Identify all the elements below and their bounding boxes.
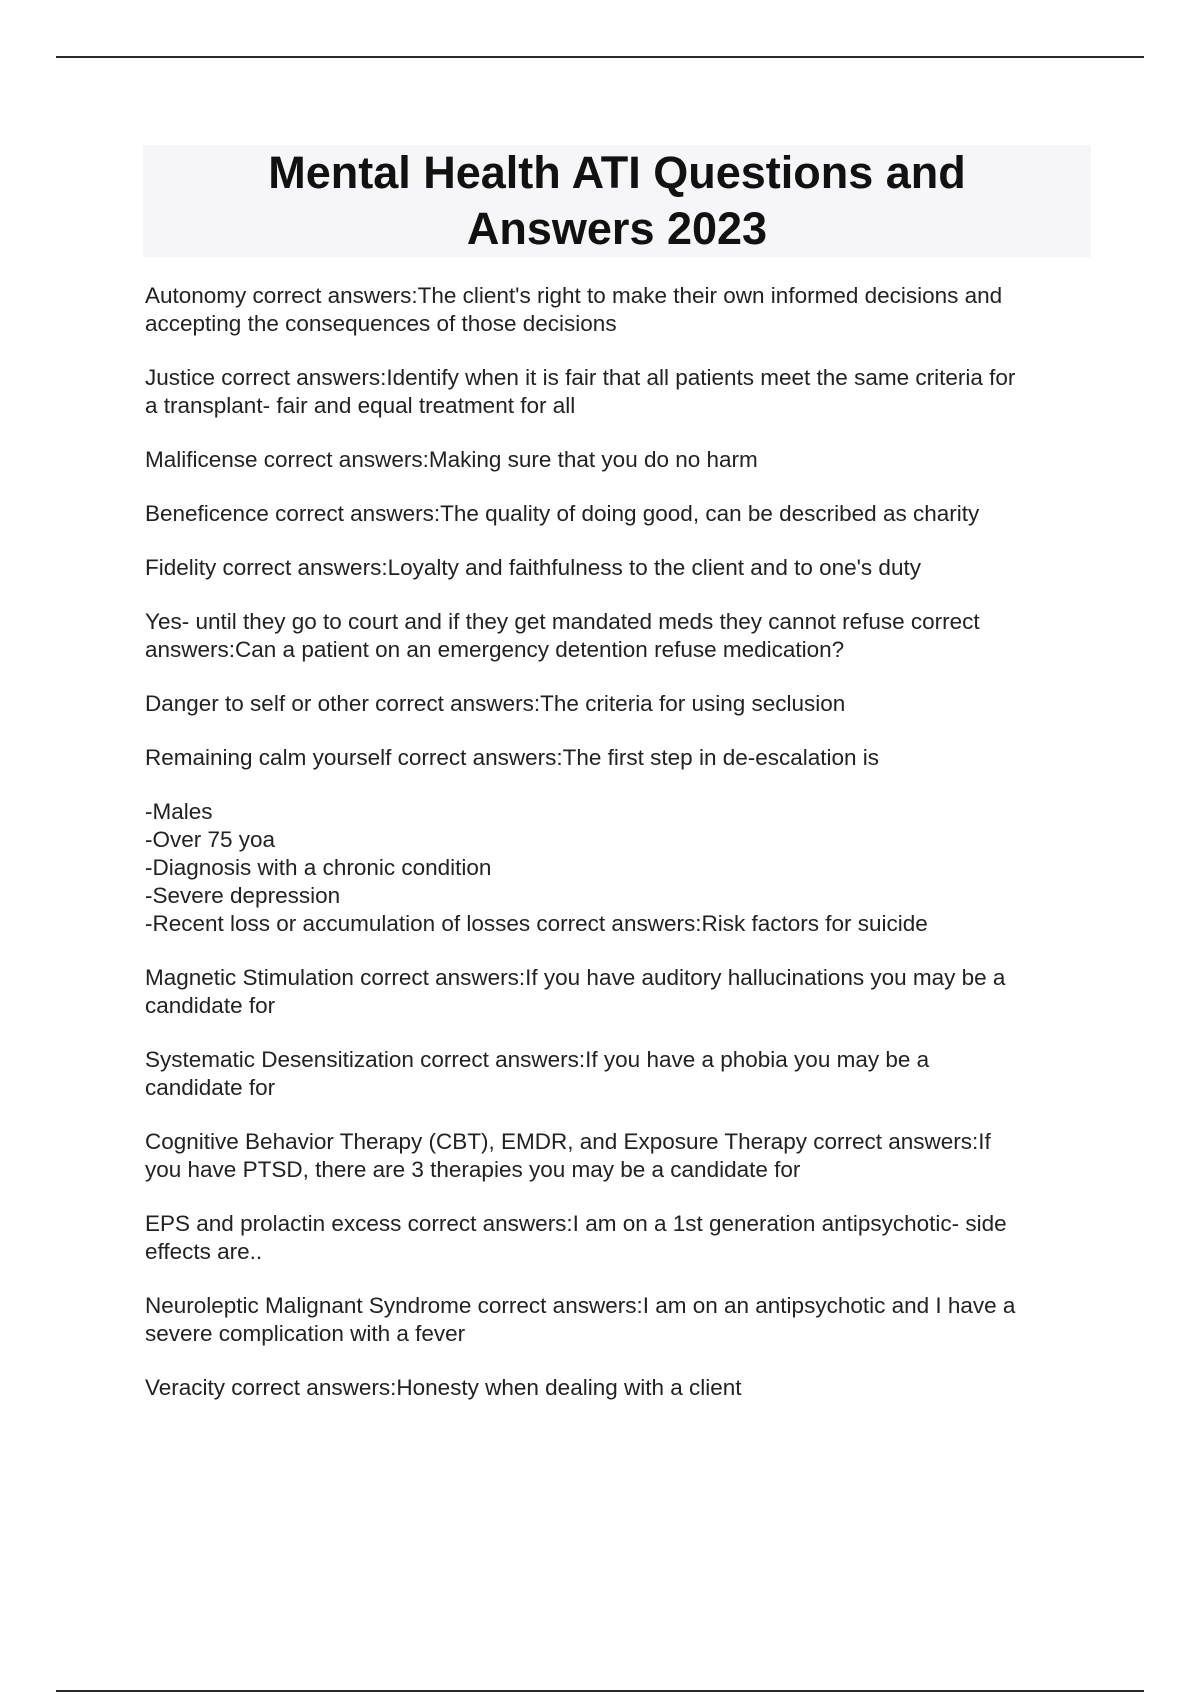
qa-entry [145, 446, 1090, 474]
qa-entry-line: Danger to self or other correct answers:The criteria for using seclusion [145, 691, 846, 716]
qa-entry-line: Neuroleptic Malignant Syndrome correct answers:I am on an antipsychotic and I have a [145, 1293, 1016, 1318]
qa-entry-line: -Diagnosis with a chronic condition [145, 855, 492, 880]
qa-entry-line: Beneficence correct answers:The quality of doing good, can be described as charity [145, 501, 980, 526]
title-line-1: Mental Health ATI Questions and [268, 147, 966, 198]
qa-entry-line: a transplant- fair and equal treatment for all [145, 393, 576, 418]
qa-entry [145, 1128, 1090, 1184]
qa-entry [145, 1210, 1090, 1266]
qa-entry-line: you have PTSD, there are 3 therapies you may be a candidate for [145, 1157, 801, 1182]
qa-entry-line: severe complication with a fever [145, 1321, 466, 1346]
title-banner [143, 145, 1091, 257]
qa-entry-line: accepting the consequences of those decisions [145, 311, 617, 336]
qa-list [145, 282, 1090, 1428]
qa-entry-line: Veracity correct answers:Honesty when dealing with a client [145, 1375, 742, 1400]
qa-entry-line: -Over 75 yoa [145, 827, 276, 852]
page-title [207, 145, 1027, 257]
qa-entry [145, 964, 1090, 1020]
qa-entry-line: Fidelity correct answers:Loyalty and faithfulness to the client and to one's duty [145, 555, 921, 580]
qa-entry-line: Systematic Desensitization correct answers:If you have a phobia you may be a [145, 1047, 930, 1072]
qa-entry-line: Remaining calm yourself correct answers:The first step in de-escalation is [145, 745, 880, 770]
qa-entry-line: candidate for [145, 1075, 276, 1100]
qa-entry-line: Yes- until they go to court and if they get mandated meds they cannot refuse correct [145, 609, 980, 634]
qa-entry [145, 1046, 1090, 1102]
qa-entry-line: candidate for [145, 993, 276, 1018]
qa-entry-line: EPS and prolactin excess correct answers:I am on a 1st generation antipsychotic- side [145, 1211, 1007, 1236]
qa-entry-line: Cognitive Behavior Therapy (CBT), EMDR, and Exposure Therapy correct answers:If [145, 1129, 991, 1154]
title-line-2: Answers 2023 [466, 203, 768, 254]
qa-entry [145, 1374, 1090, 1402]
qa-entry [145, 744, 1090, 772]
qa-entry-line: Autonomy correct answers:The client's right to make their own informed decisions and [145, 283, 1003, 308]
qa-entry-line: -Males [145, 799, 213, 824]
qa-entry-line: -Recent loss or accumulation of losses correct answers:Risk factors for suicide [145, 911, 928, 936]
qa-entry-line: answers:Can a patient on an emergency detention refuse medication? [145, 637, 845, 662]
qa-entry [145, 282, 1090, 338]
qa-entry [145, 608, 1090, 664]
top-divider [56, 56, 1144, 58]
qa-entry-line: Magnetic Stimulation correct answers:If you have auditory hallucinations you may be a [145, 965, 1006, 990]
qa-entry-line: -Severe depression [145, 883, 341, 908]
qa-entry [145, 554, 1090, 582]
qa-entry [145, 798, 1090, 938]
qa-entry-line: effects are.. [145, 1239, 263, 1264]
qa-entry [145, 690, 1090, 718]
qa-entry [145, 364, 1090, 420]
qa-entry [145, 1292, 1090, 1348]
qa-entry [145, 500, 1090, 528]
qa-entry-line: Malificense correct answers:Making sure that you do no harm [145, 447, 758, 472]
qa-entry-line: Justice correct answers:Identify when it is fair that all patients meet the same criteria for [145, 365, 1016, 390]
bottom-divider [56, 1690, 1144, 1692]
